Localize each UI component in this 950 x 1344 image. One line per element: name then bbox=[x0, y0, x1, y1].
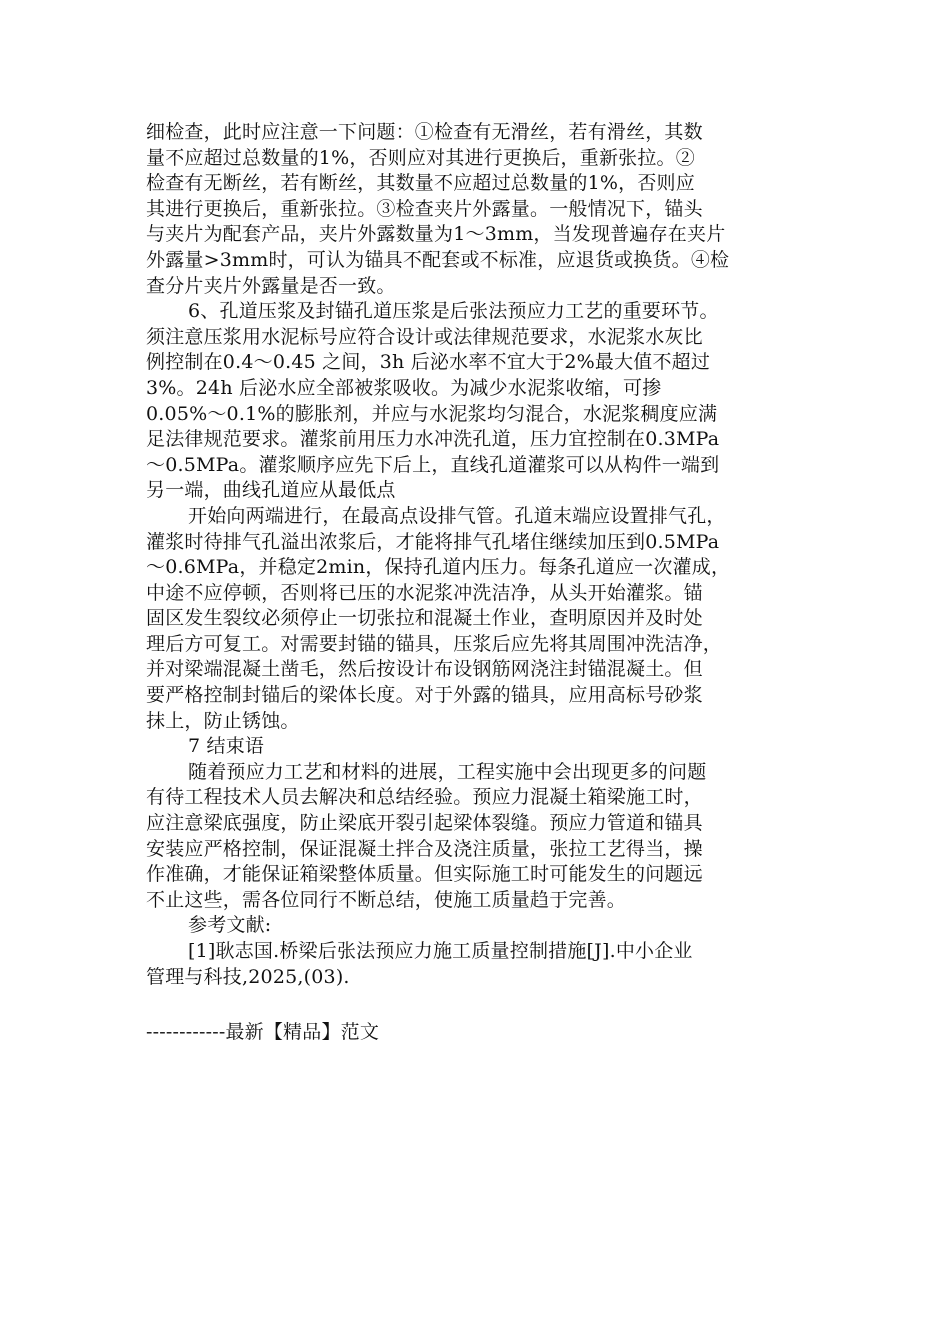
text-line: ～0.5MPa。灌浆顺序应先下后上，直线孔道灌浆可以从构件一端到 bbox=[146, 453, 720, 476]
text-line: 开始向两端进行，在最高点设排气管。孔道末端应设置排气孔， bbox=[188, 504, 726, 527]
text-line: 安装应严格控制，保证混凝土拌合及浇注质量，张拉工艺得当，操 bbox=[146, 837, 703, 860]
text-line: 有待工程技术人员去解决和总结经验。预应力混凝土箱梁施工时， bbox=[146, 786, 703, 809]
text-line: 0.05%～0.1%的膨胀剂，并应与水泥浆均匀混合，水泥浆稠度应满 bbox=[146, 402, 718, 425]
text-line: 细检查，此时应注意一下问题：①检查有无滑丝，若有滑丝，其数 bbox=[146, 121, 703, 143]
document-body bbox=[146, 120, 812, 990]
text-line: 灌浆时待排气孔溢出浓浆后，才能将排气孔堵住继续加压到0.5MPa bbox=[146, 530, 720, 553]
text-line: ～0.6MPa，并稳定2min，保持孔道内压力。每条孔道应一次灌成， bbox=[146, 556, 731, 579]
text-line: 3%。24h 后泌水应全部被浆吸收。为减少水泥浆收缩，可掺 bbox=[146, 376, 662, 399]
text-line: 足法律规范要求。灌浆前用压力水冲洗孔道，压力宜控制在0.3MPa bbox=[146, 428, 720, 451]
text-line: 随着预应力工艺和材料的进展，工程实施中会出现更多的问题 bbox=[188, 760, 707, 783]
text-line: 另一端，曲线孔道应从最低点 bbox=[146, 479, 396, 502]
text-line: 6、孔道压浆及封锚孔道压浆是后张法预应力工艺的重要环节。 bbox=[188, 300, 719, 323]
text-line: 理后方可复工。对需要封锚的锚具，压浆后应先将其周围冲洗洁净， bbox=[146, 632, 723, 655]
text-line: 抹上，防止锈蚀。 bbox=[146, 709, 300, 732]
text-line: 作准确，才能保证箱梁整体质量。但实际施工时可能发生的问题远 bbox=[146, 863, 703, 886]
text-line: 不止这些，需各位同行不断总结，使施工质量趋于完善。 bbox=[146, 888, 627, 911]
text-line: 其进行更换后，重新张拉。③检查夹片外露量。一般情况下，锚头 bbox=[146, 197, 703, 220]
text-line: 须注意压浆用水泥标号应符合设计或法律规范要求，水泥浆水灰比 bbox=[146, 325, 703, 348]
text-line: 管理与科技,2025,(03). bbox=[146, 965, 350, 988]
page-footer: ------------最新【精品】范文 bbox=[146, 1021, 380, 1043]
text-line: 固区发生裂纹必须停止一切张拉和混凝土作业，查明原因并及时处 bbox=[146, 607, 703, 630]
text-line: 7 结束语 bbox=[188, 735, 265, 758]
text-line: 要严格控制封锚后的梁体长度。对于外露的锚具，应用高标号砂浆 bbox=[146, 684, 703, 707]
text-line: 与夹片为配套产品，夹片外露数量为1～3mm，当发现普遍存在夹片 bbox=[146, 223, 726, 246]
text-line: [1]耿志国.桥梁后张法预应力施工质量控制措施[J].中小企业 bbox=[188, 940, 693, 962]
text-line: 应注意梁底强度，防止梁底开裂引起梁体裂缝。预应力管道和锚具 bbox=[146, 812, 703, 835]
text-line: 参考文献: bbox=[188, 914, 272, 937]
text-line: 并对梁端混凝土凿毛，然后按设计布设钢筋网浇注封锚混凝土。但 bbox=[146, 658, 703, 681]
text-line: 例控制在0.4～0.45 之间，3h 后泌水率不宜大于2%最大值不超过 bbox=[146, 351, 711, 374]
text-line: 检查有无断丝，若有断丝，其数量不应超过总数量的1%，否则应 bbox=[146, 172, 695, 195]
text-line: 中途不应停顿，否则将已压的水泥浆冲洗洁净，从头开始灌浆。锚 bbox=[146, 581, 703, 604]
text-line: 外露量>3mm时，可认为锚具不配套或不标准，应退货或换货。④检 bbox=[146, 248, 730, 271]
text-line: 量不应超过总数量的1%，否则应对其进行更换后，重新张拉。② bbox=[146, 146, 695, 169]
text-line: 查分片夹片外露量是否一致。 bbox=[146, 274, 396, 297]
